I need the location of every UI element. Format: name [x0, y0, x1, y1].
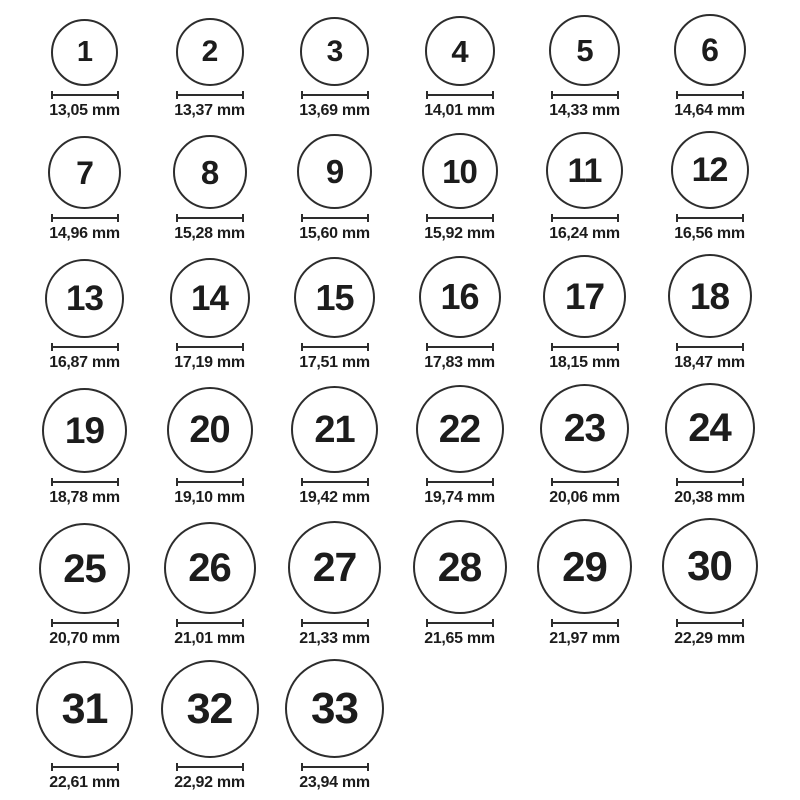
diameter-measure-line: [426, 91, 494, 99]
measure-line-bar: [303, 94, 367, 96]
diameter-label: 20,38 mm: [674, 489, 745, 506]
measure-line-bar: [53, 217, 117, 219]
diameter-measure-line: [676, 619, 744, 627]
ring-circle: [546, 132, 623, 209]
diameter-measure-line: [301, 478, 369, 486]
measure-line-bar: [178, 94, 242, 96]
ring-circle: [294, 257, 375, 338]
measure-line-bar: [678, 622, 742, 624]
diameter-measure-line: [301, 214, 369, 222]
ring-size-number: 20: [189, 409, 230, 451]
diameter-label: 15,60 mm: [299, 225, 370, 242]
ring-circle: [164, 522, 256, 614]
measure-line-bar: [678, 346, 742, 348]
ring-circle: [48, 136, 121, 209]
chart-row: [22, 659, 778, 792]
ring-size-number: 4: [451, 33, 468, 69]
diameter-measure-line: [51, 619, 119, 627]
ring-size-item: [647, 131, 772, 243]
ring-circle: [549, 15, 620, 86]
ring-size-item: [272, 17, 397, 120]
diameter-label: 20,70 mm: [49, 630, 120, 647]
measure-line-bar: [678, 94, 742, 96]
ring-size-item: [147, 522, 272, 648]
diameter-label: 20,06 mm: [549, 489, 620, 506]
ring-size-item: [22, 136, 147, 243]
measure-line-bar: [178, 217, 242, 219]
ring-circle: [173, 135, 247, 209]
diameter-label: 22,61 mm: [49, 774, 120, 791]
ring-size-number: 6: [701, 32, 718, 68]
diameter-measure-line: [676, 478, 744, 486]
chart-row: [22, 254, 778, 372]
ring-circle: [288, 521, 381, 614]
ring-size-number: 30: [687, 542, 732, 589]
diameter-measure-line: [51, 343, 119, 351]
diameter-label: 21,65 mm: [424, 630, 495, 647]
measure-line-bar: [428, 217, 492, 219]
diameter-label: 17,19 mm: [174, 354, 245, 371]
ring-size-item: [147, 135, 272, 243]
ring-size-number: 22: [438, 407, 481, 451]
measure-line-bar: [303, 346, 367, 348]
ring-size-item: [647, 518, 772, 648]
ring-size-item: [522, 132, 647, 243]
diameter-label: 18,15 mm: [549, 354, 620, 371]
ring-size-item: [272, 134, 397, 243]
ring-circle: [170, 258, 250, 338]
diameter-label: 19,74 mm: [424, 489, 495, 506]
diameter-label: 19,10 mm: [174, 489, 245, 506]
ring-circle: [297, 134, 372, 209]
ring-size-number: 21: [314, 408, 355, 451]
diameter-label: 22,29 mm: [674, 630, 745, 647]
diameter-measure-line: [301, 343, 369, 351]
ring-circle: [419, 256, 501, 338]
ring-size-number: 27: [312, 544, 357, 590]
diameter-measure-line: [551, 619, 619, 627]
diameter-measure-line: [551, 343, 619, 351]
diameter-label: 14,33 mm: [549, 102, 620, 119]
ring-size-item: [147, 258, 272, 372]
ring-circle: [416, 385, 504, 473]
measure-line-bar: [553, 481, 617, 483]
measure-line-bar: [428, 346, 492, 348]
ring-size-number: 12: [691, 151, 728, 189]
ring-size-number: 18: [689, 275, 730, 317]
ring-size-number: 13: [66, 279, 103, 318]
ring-size-item: [272, 257, 397, 372]
diameter-label: 21,01 mm: [174, 630, 245, 647]
diameter-label: 19,42 mm: [299, 489, 370, 506]
diameter-label: 23,94 mm: [299, 774, 370, 791]
diameter-label: 16,24 mm: [549, 225, 620, 242]
diameter-measure-line: [176, 478, 244, 486]
diameter-measure-line: [676, 91, 744, 99]
ring-size-item: [22, 661, 147, 792]
diameter-label: 13,37 mm: [174, 102, 245, 119]
measure-line-bar: [178, 766, 242, 768]
ring-size-number: 5: [576, 33, 593, 68]
ring-circle: [422, 133, 498, 209]
diameter-label: 14,01 mm: [424, 102, 495, 119]
diameter-label: 18,47 mm: [674, 354, 745, 371]
measure-line-bar: [553, 346, 617, 348]
diameter-measure-line: [426, 214, 494, 222]
measure-line-bar: [428, 622, 492, 624]
ring-size-number: 7: [76, 154, 93, 191]
diameter-label: 14,96 mm: [49, 225, 120, 242]
ring-circle: [537, 519, 632, 614]
ring-circle: [36, 661, 133, 758]
diameter-measure-line: [426, 343, 494, 351]
ring-circle: [425, 16, 495, 86]
ring-size-number: 2: [201, 35, 218, 68]
ring-size-item: [22, 259, 147, 372]
diameter-measure-line: [676, 214, 744, 222]
diameter-measure-line: [551, 214, 619, 222]
measure-line-bar: [428, 481, 492, 483]
ring-circle: [665, 383, 755, 473]
measure-line-bar: [553, 622, 617, 624]
ring-circle: [42, 388, 127, 473]
diameter-label: 17,51 mm: [299, 354, 370, 371]
diameter-measure-line: [176, 619, 244, 627]
ring-circle: [291, 386, 378, 473]
diameter-label: 18,78 mm: [49, 489, 120, 506]
ring-circle: [161, 660, 259, 758]
ring-circle: [45, 259, 124, 338]
chart-row: [22, 383, 778, 507]
ring-size-item: [522, 255, 647, 372]
ring-size-item: [22, 388, 147, 507]
ring-size-item: [147, 660, 272, 792]
diameter-label: 13,69 mm: [299, 102, 370, 119]
ring-size-item: [22, 523, 147, 648]
ring-size-number: 25: [63, 546, 106, 591]
ring-size-item: [397, 385, 522, 507]
ring-size-number: 32: [186, 684, 233, 733]
measure-line-bar: [53, 481, 117, 483]
measure-line-bar: [178, 346, 242, 348]
measure-line-bar: [53, 94, 117, 96]
ring-circle: [662, 518, 758, 614]
ring-size-item: [397, 256, 522, 372]
ring-circle: [176, 18, 244, 86]
ring-size-number: 3: [326, 34, 343, 68]
measure-line-bar: [53, 766, 117, 768]
ring-size-item: [272, 386, 397, 507]
ring-size-item: [22, 19, 147, 120]
measure-line-bar: [303, 481, 367, 483]
ring-size-number: 8: [200, 153, 219, 191]
ring-size-number: 17: [564, 276, 605, 317]
diameter-label: 22,92 mm: [174, 774, 245, 791]
diameter-measure-line: [176, 214, 244, 222]
measure-line-bar: [178, 622, 242, 624]
ring-circle: [300, 17, 369, 86]
ring-size-number: 23: [563, 407, 606, 450]
diameter-label: 14,64 mm: [674, 102, 745, 119]
ring-size-number: 28: [437, 543, 482, 590]
ring-size-number: 19: [64, 410, 105, 451]
ring-size-item: [647, 383, 772, 507]
ring-size-number: 1: [76, 36, 93, 68]
ring-circle: [51, 19, 118, 86]
ring-size-item: [147, 387, 272, 507]
ring-size-number: 29: [562, 542, 607, 590]
measure-line-bar: [53, 346, 117, 348]
ring-size-number: 24: [688, 406, 731, 450]
measure-line-bar: [553, 94, 617, 96]
ring-size-number: 9: [325, 153, 344, 190]
ring-circle: [285, 659, 384, 758]
diameter-label: 13,05 mm: [49, 102, 120, 119]
ring-size-item: [522, 384, 647, 507]
ring-size-item: [147, 18, 272, 120]
ring-size-number: 26: [188, 546, 231, 590]
ring-circle: [413, 520, 507, 614]
ring-size-number: 10: [442, 152, 477, 190]
diameter-label: 15,92 mm: [424, 225, 495, 242]
measure-line-bar: [553, 217, 617, 219]
diameter-label: 21,33 mm: [299, 630, 370, 647]
diameter-label: 15,28 mm: [174, 225, 245, 242]
measure-line-bar: [303, 622, 367, 624]
ring-circle: [39, 523, 130, 614]
ring-circle: [540, 384, 629, 473]
ring-circle: [668, 254, 752, 338]
ring-size-item: [397, 520, 522, 648]
ring-size-number: 15: [315, 276, 354, 318]
chart-row: [22, 131, 778, 243]
ring-size-item: [397, 133, 522, 243]
ring-size-item: [272, 521, 397, 648]
diameter-measure-line: [51, 214, 119, 222]
ring-size-item: [647, 254, 772, 372]
diameter-measure-line: [551, 478, 619, 486]
diameter-measure-line: [176, 343, 244, 351]
chart-row: [22, 518, 778, 648]
diameter-measure-line: [176, 91, 244, 99]
ring-circle: [671, 131, 749, 209]
measure-line-bar: [428, 94, 492, 96]
measure-line-bar: [178, 481, 242, 483]
measure-line-bar: [678, 217, 742, 219]
measure-line-bar: [53, 622, 117, 624]
diameter-measure-line: [301, 619, 369, 627]
diameter-measure-line: [51, 91, 119, 99]
chart-row: [22, 14, 778, 120]
diameter-measure-line: [426, 478, 494, 486]
ring-size-item: [522, 519, 647, 648]
ring-size-item: [397, 16, 522, 120]
measure-line-bar: [303, 766, 367, 768]
diameter-label: 16,87 mm: [49, 354, 120, 371]
diameter-label: 21,97 mm: [549, 630, 620, 647]
ring-size-number: 16: [440, 276, 479, 317]
ring-size-item: [647, 14, 772, 120]
ring-circle: [167, 387, 253, 473]
ring-circle: [674, 14, 746, 86]
diameter-label: 16,56 mm: [674, 225, 745, 242]
diameter-measure-line: [51, 478, 119, 486]
ring-size-item: [522, 15, 647, 120]
diameter-measure-line: [301, 91, 369, 99]
ring-size-number: 11: [567, 151, 602, 190]
ring-circle: [543, 255, 626, 338]
measure-line-bar: [678, 481, 742, 483]
diameter-measure-line: [426, 619, 494, 627]
diameter-measure-line: [176, 763, 244, 771]
diameter-label: 17,83 mm: [424, 354, 495, 371]
diameter-measure-line: [676, 343, 744, 351]
ring-size-number: 31: [61, 685, 108, 733]
diameter-measure-line: [551, 91, 619, 99]
diameter-measure-line: [51, 763, 119, 771]
ring-size-item: [272, 659, 397, 792]
measure-line-bar: [303, 217, 367, 219]
ring-size-number: 14: [191, 278, 228, 318]
ring-size-number: 33: [311, 683, 358, 733]
diameter-measure-line: [301, 763, 369, 771]
